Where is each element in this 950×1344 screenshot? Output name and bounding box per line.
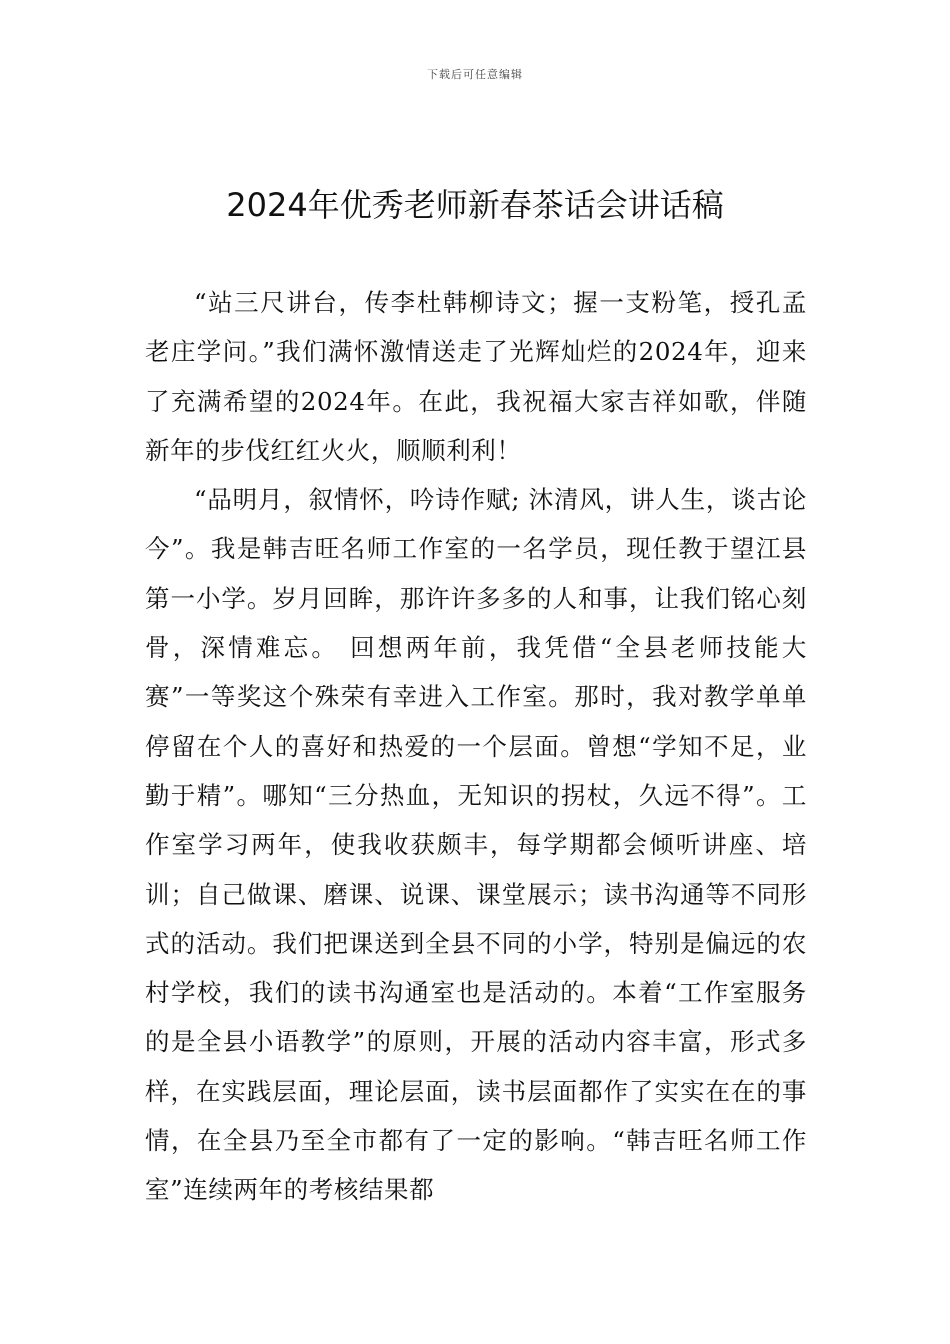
paragraph-1: “站三尺讲台，传李杜韩柳诗文；握一支粉笔，授孔孟老庄学问。”我们满怀激情送走了光辉灿烂的2024年，迎来了充满希望的2024年。在此，我祝福大家吉祥如歌，伴随新年的步伐红红火火，顺顺利利！ [145,288,807,465]
paragraph-2: “品明月，叙情怀，吟诗作赋; 沐清风，讲人生，谈古论今”。我是韩吉旺名师工作室的一名学员，现任教于望江县第一小学。岁月回眸，那许许多多的人和事，让我们铭心刻骨，深情难忘。 回想两年前，我凭借“全县老师技能大赛”一等奖这个殊荣有幸进入工作室。那时，我对教学单单停留在个人的喜好和热爱的一个层面。曾想“学知不足，业勤于精”。哪知“三分热血，无知识的拐杖，久远不得”。工作室学习两年，使我收获颇丰，每学期都会倾听讲座、培训；自己做课、磨课、说课、课堂展示；读书沟通等不同形式的活动。我们把课送到全县不同的小学，特别是偏远的农村学校，我们的读书沟通室也是活动的。本着“工作室服务的是全县小语教学”的原则，开展的活动内容丰富，形式多样，在实践层面，理论层面，读书层面都作了实实在在的事情，在全县乃至全市都有了一定的影响。“韩吉旺名师工作室”连续两年的考核结果都 [145,485,807,1205]
document-title: 2024年优秀老师新春茶话会讲话稿 [226,186,724,224]
document-body [145,278,807,1215]
header-note: 下载后可任意编辑 [427,68,523,81]
